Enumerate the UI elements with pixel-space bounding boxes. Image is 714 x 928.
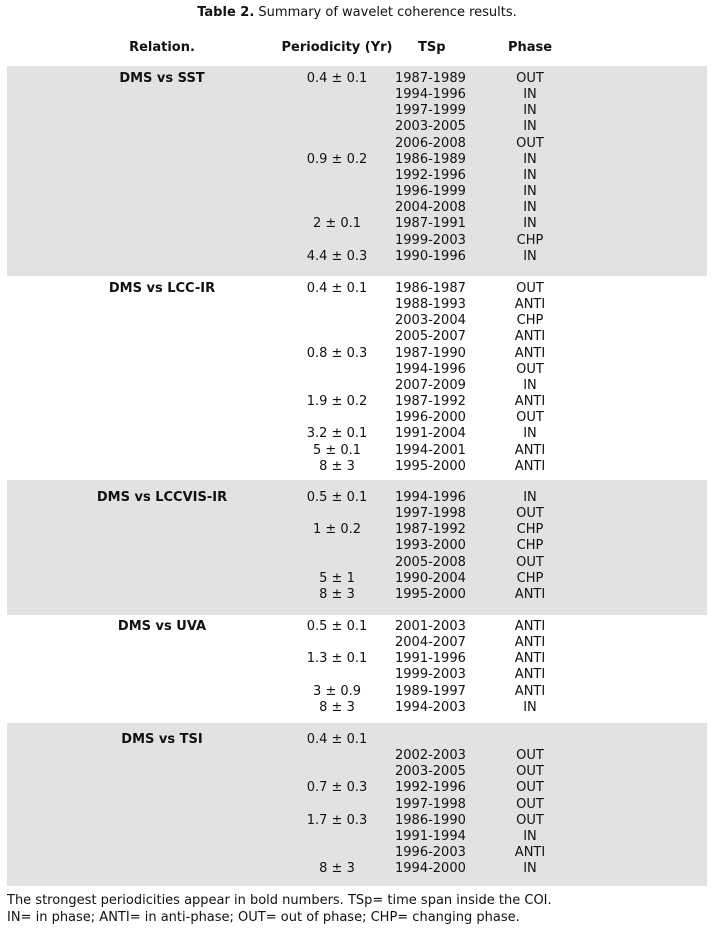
table-group xyxy=(7,480,707,615)
table-row xyxy=(7,780,707,796)
phase-cell: IN xyxy=(523,200,537,216)
tsp-cell: 2003-2004 xyxy=(395,313,466,329)
table-row xyxy=(7,651,707,667)
tsp-cell: 1997-1999 xyxy=(395,103,466,119)
header-phase: Phase xyxy=(507,40,553,55)
table-row xyxy=(7,152,707,168)
table-row xyxy=(7,490,707,506)
footnote-2: IN= in phase; ANTI= in anti-phase; OUT= out of phase; CHP= changing phase. xyxy=(7,910,520,925)
tsp-cell: 1995-2000 xyxy=(395,586,466,602)
relation-cell: DMS vs SST xyxy=(119,71,205,86)
phase-cell: OUT xyxy=(516,796,544,812)
table-row xyxy=(7,797,707,813)
table-row xyxy=(7,459,707,475)
phase-cell: ANTI xyxy=(514,845,546,861)
periodicity-cell: 5 ± 0.1 xyxy=(312,442,362,458)
periodicity-cell: 0.8 ± 0.3 xyxy=(306,345,368,361)
table-row xyxy=(7,297,707,313)
periodicity-cell: 0.4 ± 0.1 xyxy=(306,732,368,747)
tsp-cell: 2001-2003 xyxy=(395,619,466,634)
tsp-cell: 2005-2008 xyxy=(395,554,466,570)
table-row xyxy=(7,845,707,861)
periodicity-cell: 0.5 ± 0.1 xyxy=(306,619,368,634)
phase-cell: OUT xyxy=(516,71,544,86)
tsp-cell: 1997-1998 xyxy=(395,506,466,522)
tsp-cell: 1994-2001 xyxy=(395,442,466,458)
header-relation: Relation. xyxy=(129,40,195,55)
phase-cell: IN xyxy=(523,216,537,232)
phase-cell: OUT xyxy=(516,764,544,780)
tsp-cell: 1987-1989 xyxy=(395,71,466,86)
tsp-cell: 1994-1996 xyxy=(395,361,466,377)
relation-cell: DMS vs LCCVIS-IR xyxy=(96,490,228,505)
tsp-cell: 1990-2004 xyxy=(395,570,466,586)
tsp-cell: 2003-2005 xyxy=(395,764,466,780)
footnote-1: The strongest periodicities appear in bold numbers. TSp= time span inside the COI. xyxy=(7,893,552,908)
table-group xyxy=(7,723,707,886)
phase-cell: ANTI xyxy=(514,683,546,699)
tsp-cell: 1991-1996 xyxy=(395,651,466,667)
table-row xyxy=(7,329,707,345)
phase-cell: IN xyxy=(523,861,537,877)
phase-cell: IN xyxy=(523,87,537,103)
table-row xyxy=(7,700,707,716)
phase-cell: IN xyxy=(523,119,537,135)
tsp-cell: 1990-1996 xyxy=(395,248,466,264)
tsp-cell: 1986-1990 xyxy=(395,812,466,828)
periodicity-cell: 0.4 ± 0.1 xyxy=(306,71,368,86)
tsp-cell: 1996-2000 xyxy=(395,410,466,426)
phase-cell: ANTI xyxy=(514,345,546,361)
tsp-cell: 1992-1996 xyxy=(395,167,466,183)
table-row xyxy=(7,168,707,184)
table-row xyxy=(7,426,707,442)
tsp-cell: 2004-2007 xyxy=(395,635,466,651)
relation-cell: DMS vs UVA xyxy=(117,619,207,634)
table-row xyxy=(7,619,707,635)
table-row xyxy=(7,249,707,265)
phase-cell: IN xyxy=(523,248,537,264)
table-row xyxy=(7,378,707,394)
tsp-cell: 1996-1999 xyxy=(395,184,466,200)
table-row xyxy=(7,200,707,216)
phase-cell: IN xyxy=(523,828,537,844)
tsp-cell: 1991-2004 xyxy=(395,426,466,442)
phase-cell: IN xyxy=(523,167,537,183)
table-row xyxy=(7,538,707,554)
phase-cell: OUT xyxy=(516,748,544,764)
periodicity-cell: 0.5 ± 0.1 xyxy=(306,490,368,505)
periodicity-cell: 1 ± 0.2 xyxy=(312,522,362,538)
phase-cell: CHP xyxy=(516,232,544,248)
phase-cell: ANTI xyxy=(514,442,546,458)
table-row xyxy=(7,829,707,845)
table-row xyxy=(7,103,707,119)
periodicity-cell: 3.2 ± 0.1 xyxy=(306,426,368,442)
table-row xyxy=(7,506,707,522)
phase-cell: CHP xyxy=(516,538,544,554)
tsp-cell: 1999-2003 xyxy=(395,232,466,248)
table-row xyxy=(7,394,707,410)
tsp-cell: 1987-1992 xyxy=(395,394,466,410)
table-row xyxy=(7,233,707,249)
tsp-cell: 2004-2008 xyxy=(395,200,466,216)
table-row xyxy=(7,732,707,748)
table-row xyxy=(7,587,707,603)
periodicity-cell: 3 ± 0.9 xyxy=(312,683,362,699)
phase-cell: CHP xyxy=(516,313,544,329)
table-number: Table 2. xyxy=(197,5,255,20)
table-row xyxy=(7,522,707,538)
table-row xyxy=(7,764,707,780)
periodicity-cell: 4.4 ± 0.3 xyxy=(306,248,368,264)
tsp-cell: 1986-1987 xyxy=(395,281,466,296)
periodicity-cell: 1.7 ± 0.3 xyxy=(306,812,368,828)
tsp-cell: 2007-2009 xyxy=(395,377,466,393)
periodicity-cell: 8 ± 3 xyxy=(319,699,355,715)
table-row xyxy=(7,184,707,200)
table-row xyxy=(7,71,707,87)
phase-cell: IN xyxy=(523,184,537,200)
table-row xyxy=(7,136,707,152)
periodicity-cell: 8 ± 3 xyxy=(319,861,355,877)
phase-cell: ANTI xyxy=(514,586,546,602)
table-row xyxy=(7,362,707,378)
phase-cell: OUT xyxy=(516,281,544,296)
phase-cell: ANTI xyxy=(514,297,546,313)
table-row xyxy=(7,313,707,329)
relation-cell: DMS vs LCC-IR xyxy=(108,281,216,296)
periodicity-cell: 0.7 ± 0.3 xyxy=(306,780,368,796)
phase-cell: IN xyxy=(523,103,537,119)
table-row xyxy=(7,635,707,651)
table-group xyxy=(7,276,707,480)
phase-cell: IN xyxy=(523,699,537,715)
table-row xyxy=(7,813,707,829)
tsp-cell: 1999-2003 xyxy=(395,667,466,683)
tsp-cell: 1994-1996 xyxy=(395,490,466,505)
tsp-cell: 1991-1994 xyxy=(395,828,466,844)
phase-cell: OUT xyxy=(516,135,544,151)
phase-cell: OUT xyxy=(516,361,544,377)
table-group xyxy=(7,66,707,276)
periodicity-cell: 2 ± 0.1 xyxy=(312,216,362,232)
periodicity-cell: 1.9 ± 0.2 xyxy=(306,394,368,410)
tsp-cell: 1986-1989 xyxy=(395,151,466,167)
table-row xyxy=(7,443,707,459)
tsp-cell: 1995-2000 xyxy=(395,458,466,474)
relation-cell: DMS vs TSI xyxy=(121,732,203,747)
tsp-cell: 1996-2003 xyxy=(395,845,466,861)
table-row xyxy=(7,119,707,135)
table-row xyxy=(7,346,707,362)
tsp-cell: 1994-1996 xyxy=(395,87,466,103)
periodicity-cell: 1.3 ± 0.1 xyxy=(306,651,368,667)
table-row xyxy=(7,684,707,700)
phase-cell: ANTI xyxy=(514,651,546,667)
phase-cell: IN xyxy=(523,377,537,393)
phase-cell: OUT xyxy=(516,506,544,522)
table-row xyxy=(7,861,707,877)
header-periodicity: Periodicity (Yr) xyxy=(281,40,393,55)
phase-cell: IN xyxy=(523,490,537,505)
table-row xyxy=(7,216,707,232)
phase-cell: ANTI xyxy=(514,458,546,474)
tsp-cell: 2006-2008 xyxy=(395,135,466,151)
table-row xyxy=(7,281,707,297)
tsp-cell: 1987-1992 xyxy=(395,522,466,538)
tsp-cell: 1987-1990 xyxy=(395,345,466,361)
phase-cell: CHP xyxy=(516,522,544,538)
phase-cell: IN xyxy=(523,426,537,442)
table-title xyxy=(0,5,714,21)
table-group xyxy=(7,615,707,723)
table-row xyxy=(7,667,707,683)
header-tsp: TSp xyxy=(418,40,446,55)
table-row xyxy=(7,571,707,587)
tsp-cell: 1989-1997 xyxy=(395,683,466,699)
tsp-cell: 1994-2000 xyxy=(395,861,466,877)
phase-cell: ANTI xyxy=(514,329,546,345)
phase-cell: OUT xyxy=(516,554,544,570)
tsp-cell: 2002-2003 xyxy=(395,748,466,764)
periodicity-cell: 8 ± 3 xyxy=(319,458,355,474)
phase-cell: OUT xyxy=(516,410,544,426)
tsp-cell: 1992-1996 xyxy=(395,780,466,796)
tsp-cell: 2005-2007 xyxy=(395,329,466,345)
phase-cell: OUT xyxy=(516,812,544,828)
periodicity-cell: 0.4 ± 0.1 xyxy=(306,281,368,296)
phase-cell: CHP xyxy=(516,570,544,586)
phase-cell: ANTI xyxy=(514,667,546,683)
tsp-cell: 1987-1991 xyxy=(395,216,466,232)
periodicity-cell: 5 ± 1 xyxy=(319,570,355,586)
tsp-cell: 1993-2000 xyxy=(395,538,466,554)
table-row xyxy=(7,410,707,426)
phase-cell: OUT xyxy=(516,780,544,796)
table-row xyxy=(7,748,707,764)
tsp-cell: 1994-2003 xyxy=(395,699,466,715)
tsp-cell: 2003-2005 xyxy=(395,119,466,135)
periodicity-cell: 0.9 ± 0.2 xyxy=(306,151,368,167)
phase-cell: ANTI xyxy=(514,635,546,651)
phase-cell: ANTI xyxy=(514,619,546,634)
table-row xyxy=(7,87,707,103)
tsp-cell: 1997-1998 xyxy=(395,796,466,812)
table-caption: Summary of wavelet coherence results. xyxy=(254,5,517,20)
tsp-cell: 1988-1993 xyxy=(395,297,466,313)
table-row xyxy=(7,555,707,571)
phase-cell: IN xyxy=(523,151,537,167)
periodicity-cell: 8 ± 3 xyxy=(319,586,355,602)
phase-cell: ANTI xyxy=(514,394,546,410)
